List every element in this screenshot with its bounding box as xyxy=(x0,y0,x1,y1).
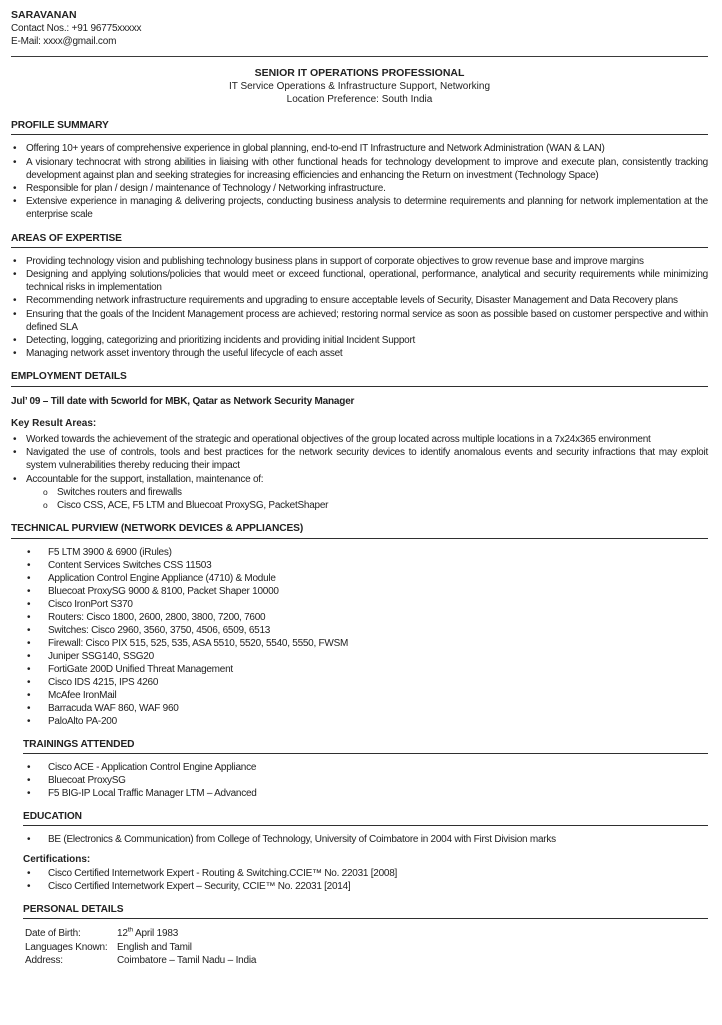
bullet-text: Providing technology vision and publishing technology business plans in support of corporate objectives to grow revenue base and improve margins xyxy=(26,255,644,267)
bullet-text: Extensive experience in managing & delivering projects, conducting business analysis to determine requirements and planning for network implementation at the enterprise scale xyxy=(26,196,708,221)
bullet-text: Cisco IronPort S370 xyxy=(48,598,133,610)
bullet-icon: • xyxy=(13,269,17,281)
bullet-text: FortiGate 200D Unified Threat Management xyxy=(48,663,233,675)
section-heading: PERSONAL DETAILS xyxy=(23,903,708,919)
bullet-icon: • xyxy=(13,156,17,168)
bullet-icon: • xyxy=(13,196,17,208)
list-item xyxy=(11,308,708,334)
bullet-icon: • xyxy=(27,833,31,845)
technical-bullet-list xyxy=(11,546,708,728)
section-heading: PROFILE SUMMARY xyxy=(11,119,708,135)
bullet-text: McAfee IronMail xyxy=(48,689,117,701)
bullet-text: Bluecoat ProxySG xyxy=(48,774,126,786)
sub-list-item xyxy=(11,499,708,512)
bullet-icon: • xyxy=(27,676,31,688)
certifications-bullet-list xyxy=(23,867,708,893)
list-item xyxy=(23,833,708,846)
bullet-text: Bluecoat ProxySG 9000 & 8100, Packet Shaper 10000 xyxy=(48,585,279,597)
bullet-text: Managing network asset inventory through the useful lifecycle of each asset xyxy=(26,348,343,360)
bullet-text: PaloAlto PA-200 xyxy=(48,715,117,727)
list-item xyxy=(11,637,708,650)
location-preference: Location Preference: South India xyxy=(286,94,433,106)
bullet-text: Offering 10+ years of comprehensive experience in global planning, end-to-end IT Infrastructure and Network Administration (WAN & LAN) xyxy=(26,143,605,155)
expertise-bullet-list xyxy=(11,255,708,361)
trainings-bullet-list xyxy=(23,761,708,800)
bullet-text: Routers: Cisco 1800, 2600, 2800, 3800, 7200, 7600 xyxy=(48,611,266,623)
sub-bullet-text: Cisco CSS, ACE, F5 LTM and Bluecoat ProxySG, PacketShaper xyxy=(57,500,329,512)
section-heading: EDUCATION xyxy=(23,810,708,826)
bullet-text: Content Services Switches CSS 11503 xyxy=(48,559,212,571)
list-item xyxy=(11,195,708,221)
list-item xyxy=(23,867,708,880)
list-item xyxy=(11,473,708,486)
bullet-text: Responsible for plan / design / maintenance of Technology / Networking infrastructure. xyxy=(26,183,386,195)
bullet-icon: • xyxy=(27,637,31,649)
languages-value: English and Tamil xyxy=(117,941,192,953)
bullet-text: Detecting, logging, categorizing and prioritizing incidents and providing initial Incident Support xyxy=(26,335,416,347)
header-divider xyxy=(11,56,708,57)
bullet-text: F5 LTM 3900 & 6900 (iRules) xyxy=(48,546,172,558)
personal-rows xyxy=(23,927,708,967)
bullet-icon: • xyxy=(13,335,17,347)
list-item xyxy=(11,689,708,702)
dob-rest: April 1983 xyxy=(133,928,179,940)
list-item xyxy=(11,585,708,598)
bullet-icon: • xyxy=(27,598,31,610)
bullet-text: Designing and applying solutions/policies that would meet or exceed functional, operational, performance, analytical and security requirements while minimizing technical risks in implementation xyxy=(26,269,708,294)
bullet-icon: • xyxy=(27,761,31,773)
profile-bullet-list xyxy=(11,142,708,221)
key-result-areas-label: Key Result Areas: xyxy=(11,417,97,429)
bullet-icon: • xyxy=(13,183,17,195)
resume-header xyxy=(11,9,708,106)
list-item xyxy=(11,182,708,195)
list-item xyxy=(11,702,708,715)
certification-text: Cisco Certified Internetwork Expert - Routing & Switching.CCIE™ No. 22031 [2008] xyxy=(48,868,398,880)
bullet-text: Juniper SSG140, SSG20 xyxy=(48,650,154,662)
bullet-text: Firewall: Cisco PIX 515, 525, 535, ASA 5510, 5520, 5540, 5550, FWSM xyxy=(48,637,349,649)
title-block xyxy=(11,67,708,107)
list-item xyxy=(11,715,708,728)
list-item xyxy=(23,761,708,774)
bullet-icon: • xyxy=(13,295,17,307)
education-bullet-list xyxy=(23,833,708,846)
contact-line: Contact Nos.: +91 96775xxxxx xyxy=(11,23,142,35)
list-item xyxy=(11,156,708,182)
sub-list-item xyxy=(11,486,708,499)
address-value: Coimbatore – Tamil Nadu – India xyxy=(117,955,257,967)
personal-row-languages xyxy=(23,941,708,954)
bullet-icon: • xyxy=(27,689,31,701)
bullet-text: Worked towards the achievement of the strategic and operational objectives of the group located across multiple locations in a 7x24x365 environment xyxy=(26,434,651,446)
sub-bullet-text: Switches routers and firewalls xyxy=(57,486,182,498)
bullet-text: Recommending network infrastructure requirements and upgrading to ensure acceptable levels of Security, Disaster Management and Data Recovery plans xyxy=(26,295,678,307)
bullet-icon: • xyxy=(27,559,31,571)
bullet-icon: • xyxy=(27,715,31,727)
bullet-icon: • xyxy=(13,255,17,267)
section-heading: EMPLOYMENT DETAILS xyxy=(11,370,708,386)
bullet-icon: • xyxy=(27,663,31,675)
bullet-text: F5 BIG-IP Local Traffic Manager LTM – Advanced xyxy=(48,787,257,799)
section-trainings-attended xyxy=(23,738,708,800)
section-heading: TRAININGS ATTENDED xyxy=(23,738,708,754)
bullet-text: Accountable for the support, installation, maintenance of: xyxy=(26,473,264,485)
list-item xyxy=(11,598,708,611)
bullet-icon: • xyxy=(27,774,31,786)
bullet-icon: • xyxy=(27,611,31,623)
sub-bullet-icon: o xyxy=(43,500,48,511)
employment-sub-bullet-list xyxy=(11,486,708,512)
bullet-text: Application Control Engine Appliance (4710) & Module xyxy=(48,572,276,584)
list-item xyxy=(11,572,708,585)
bullet-icon: • xyxy=(27,702,31,714)
bullet-text: Cisco IDS 4215, IPS 4260 xyxy=(48,676,159,688)
list-item xyxy=(11,294,708,307)
bullet-icon: • xyxy=(27,624,31,636)
certification-text: Cisco Certified Internetwork Expert – Security, CCIE™ No. 22031 [2014] xyxy=(48,881,351,893)
bullet-icon: • xyxy=(13,348,17,360)
bullet-text: Switches: Cisco 2960, 3560, 3750, 4506, 6509, 6513 xyxy=(48,624,271,636)
bullet-icon: • xyxy=(27,868,31,880)
employment-role: Jul’ 09 – Till date with 5cworld for MBK, Qatar as Network Security Manager xyxy=(11,395,355,407)
bullet-text: Barracuda WAF 860, WAF 960 xyxy=(48,702,179,714)
bullet-text: A visionary technocrat with strong abilities in liaising with other functional heads for technology development to improve and execute plan, consistently tracking development against plan and seeking strategies for increasing efficiencies and enhancing the Return on investment (Technology Space) xyxy=(26,156,708,181)
degree-text: BE (Electronics & Communication) from College of Technology, University of Coimbatore in 2004 with First Division marks xyxy=(48,833,556,845)
list-item xyxy=(11,433,708,446)
section-heading: AREAS OF EXPERTISE xyxy=(11,232,708,248)
bullet-icon: • xyxy=(13,447,17,459)
list-item xyxy=(11,624,708,637)
list-item xyxy=(11,255,708,268)
bullet-icon: • xyxy=(27,572,31,584)
personal-row-address xyxy=(23,954,708,967)
list-item xyxy=(11,142,708,155)
list-item xyxy=(11,650,708,663)
bullet-text: Ensuring that the goals of the Incident Management process are achieved; restoring normal service as soon as possible based on customer perspective and within defined SLA xyxy=(26,308,708,333)
section-employment-details xyxy=(11,370,708,512)
professional-title: SENIOR IT OPERATIONS PROFESSIONAL xyxy=(254,66,465,79)
sub-bullet-icon: o xyxy=(43,486,48,497)
email-line: E-Mail: xxxx@gmail.com xyxy=(11,36,117,48)
section-technical-purview xyxy=(11,522,708,727)
list-item xyxy=(11,559,708,572)
certifications-label: Certifications: xyxy=(23,853,91,865)
section-profile-summary xyxy=(11,119,708,221)
list-item xyxy=(11,334,708,347)
employment-bullet-list xyxy=(11,433,708,486)
list-item xyxy=(11,663,708,676)
bullet-icon: • xyxy=(27,881,31,893)
section-heading: TECHNICAL PURVIEW (NETWORK DEVICES & APPLIANCES) xyxy=(11,522,708,538)
list-item xyxy=(11,546,708,559)
bullet-icon: • xyxy=(27,787,31,799)
bullet-icon: • xyxy=(27,546,31,558)
bullet-icon: • xyxy=(27,650,31,662)
languages-label: Languages Known: xyxy=(25,941,108,953)
list-item xyxy=(23,774,708,787)
bullet-text: Navigated the use of controls, tools and best practices for the network security devices to identify anomalous events and security infractions that may exploit system vulnerabilities thereby reducing their impact xyxy=(26,447,708,472)
section-education xyxy=(23,810,708,893)
dob-ordinal-suffix: th xyxy=(127,926,134,934)
bullet-icon: • xyxy=(13,434,17,446)
list-item xyxy=(11,611,708,624)
list-item xyxy=(11,268,708,294)
list-item xyxy=(11,347,708,360)
list-item xyxy=(23,880,708,893)
dob-value xyxy=(117,927,178,940)
bullet-icon: • xyxy=(27,585,31,597)
list-item xyxy=(11,676,708,689)
bullet-text: Cisco ACE - Application Control Engine Appliance xyxy=(48,761,257,773)
candidate-name: SARAVANAN xyxy=(11,9,77,21)
list-item xyxy=(11,446,708,472)
section-areas-of-expertise xyxy=(11,232,708,361)
title-subtitle: IT Service Operations & Infrastructure Support, Networking xyxy=(228,80,491,92)
address-label: Address: xyxy=(25,955,63,967)
personal-row-dob xyxy=(23,927,708,940)
bullet-icon: • xyxy=(13,143,17,155)
bullet-icon: • xyxy=(13,473,17,485)
section-personal-details xyxy=(23,903,708,967)
dob-label: Date of Birth: xyxy=(25,928,81,940)
dob-day: 12 xyxy=(117,928,128,940)
list-item xyxy=(23,787,708,800)
bullet-icon: • xyxy=(13,308,17,320)
